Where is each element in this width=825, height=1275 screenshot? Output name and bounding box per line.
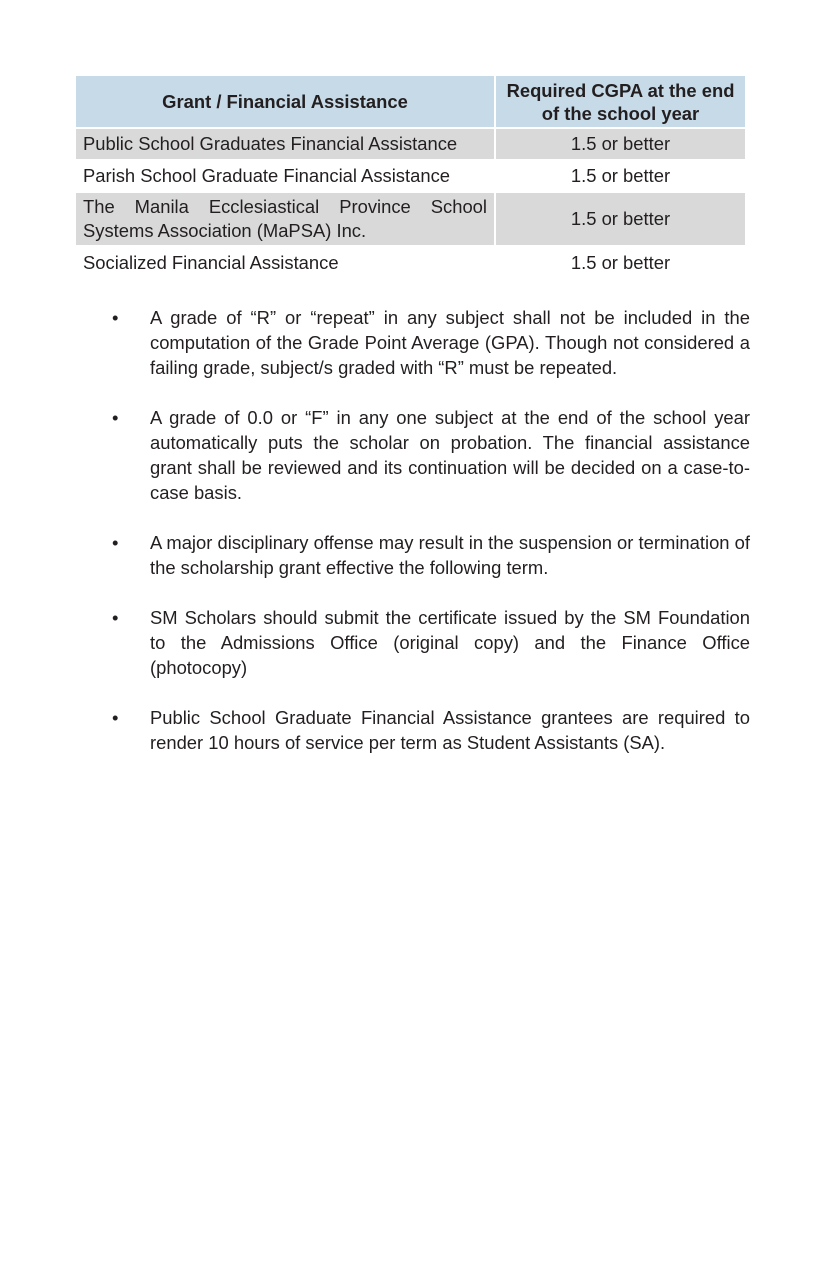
table-row [76,193,745,245]
note-text: A major disciplinary offense may result in the suspension or termination of the scholarship grant effective the following term. [150,532,750,578]
list-item [76,305,750,380]
list-item [76,705,750,755]
note-text: A grade of “R” or “repeat” in any subject shall not be included in the computation of the Grade Point Average (GPA). Though not considered a failing grade, subject/s graded with “R” must be repeated. [150,307,750,378]
note-text: A grade of 0.0 or “F” in any one subject at the end of the school year automatically puts the scholar on probation. The financial assistance grant shall be reviewed and its continuation will be decided on a case-to-case basis. [150,407,750,503]
header-cgpa: Required CGPA at the end of the school year [496,76,745,127]
grant-name: Parish School Graduate Financial Assistance [83,165,450,186]
bullet-icon: • [112,707,119,728]
note-text: SM Scholars should submit the certificate issued by the SM Foundation to the Admissions Office (original copy) and the Finance Office (photocopy) [150,607,750,678]
list-item [76,530,750,580]
bullet-icon: • [112,407,119,428]
header-grant: Grant / Financial Assistance [76,76,494,127]
grant-cgpa: 1.5 or better [570,165,671,186]
table-row [76,247,745,279]
grant-name: Socialized Financial Assistance [83,252,339,273]
grant-cgpa: 1.5 or better [496,129,745,159]
table-header-row [76,76,745,127]
bullet-icon: • [112,307,119,328]
grant-cgpa: 1.5 or better [570,252,671,273]
grant-name: Public School Graduates Financial Assistance [76,129,494,159]
list-item [76,605,750,680]
grant-cgpa-table [74,74,747,281]
bullet-icon: • [112,532,119,553]
list-item [76,405,750,505]
bullet-icon: • [112,607,119,628]
table-row [76,129,745,159]
policy-notes-list [76,305,750,780]
grant-name: The Manila Ecclesiastical Province School Systems Association (MaPSA) Inc. [76,193,494,245]
note-text: Public School Graduate Financial Assistance grantees are required to render 10 hours of service per term as Student Assistants (SA). [150,707,750,753]
table-row [76,161,745,191]
grant-cgpa: 1.5 or better [496,193,745,245]
